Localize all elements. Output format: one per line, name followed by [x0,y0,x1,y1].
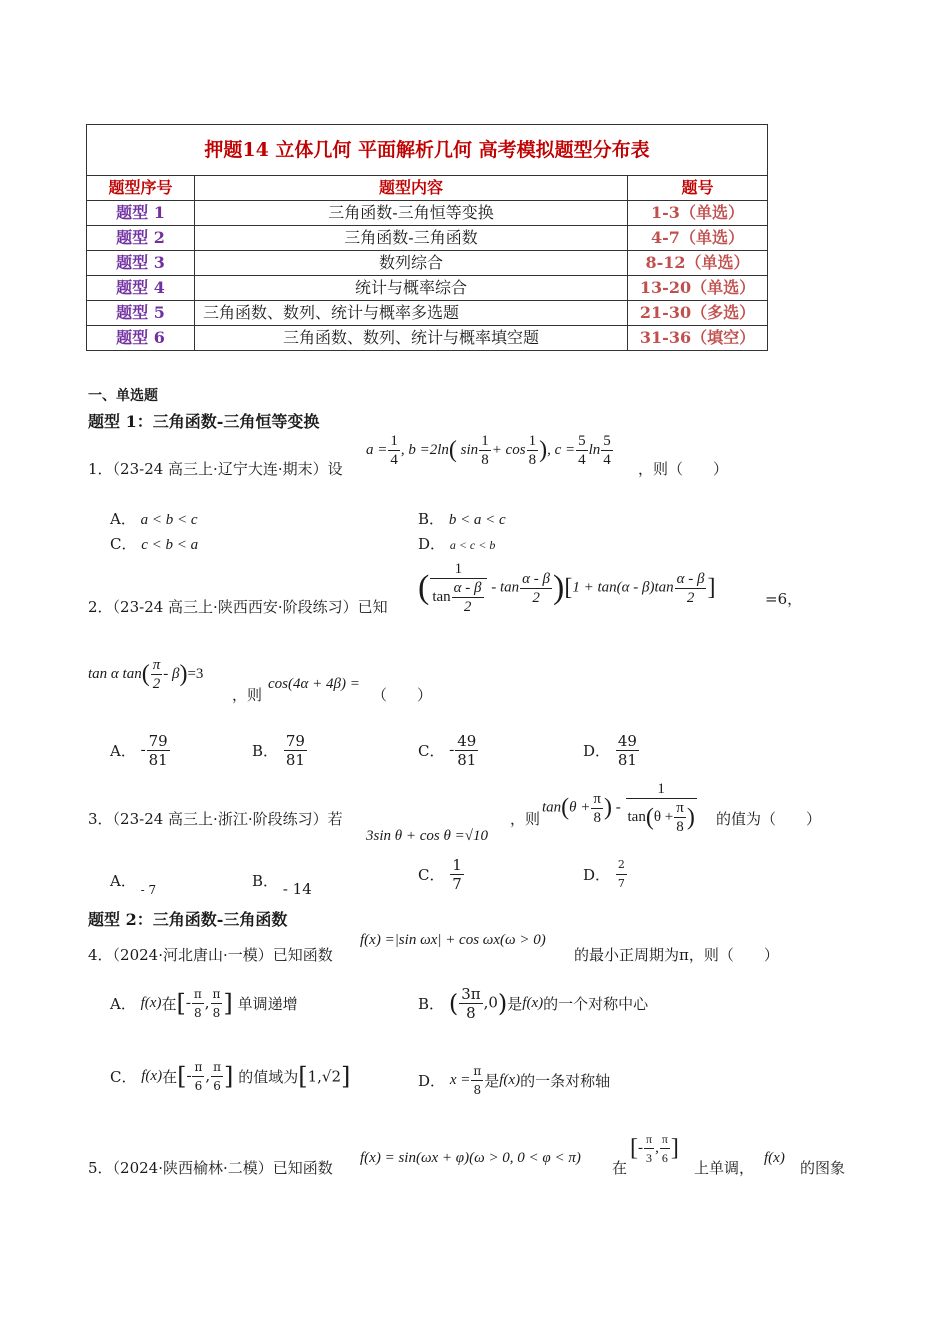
q4-stem [88,944,333,965]
q1-source: （23-24 高三上·辽宁大连·期末）设 [112,460,343,478]
row-type: 题型 6 [87,326,195,351]
row-range: 21-30（多选） [628,301,768,326]
q3-formula-2: tan(θ + $\frac{\pi}{8}$ ) - 1 tan(θ + $\frac{\pi}{8}$ ) [542,781,695,835]
q1-option-c: C． c < b < a [110,535,199,553]
q1-option-d: D． a < c < b [418,535,496,553]
q2-option-c: C． - $\frac{49}{81}$ [418,732,477,769]
q5-formula: f(x) = sin(ωx + φ)(ω > 0, 0 < φ < π) [360,1150,581,1166]
q3-option-d: D． $\frac{2}{7}$ [583,858,625,890]
row-range: 1-3（单选） [628,201,768,226]
row-range: 8-12（单选） [628,251,768,276]
q4-source: （2024·河北唐山·一模）已知函数 [112,946,333,964]
table-row [87,226,768,251]
row-content: 三角函数、数列、统计与概率填空题 [195,326,628,351]
table-row [87,326,768,351]
q3-option-c: C． $\frac{1}{7}$ [418,856,462,893]
q5-source: （2024·陕西榆林·二模）已知函数 [112,1159,333,1177]
q1-option-b: B． b < a < c [418,510,506,528]
q2-option-a: A． - $\frac{79}{81}$ [110,732,168,769]
q3-option-b: B． - 14 [252,872,312,898]
q4-option-d: D． x = $\frac{\pi}{8}$ 是f(x)的一条对称轴 [418,1064,611,1097]
table-row [87,201,768,226]
row-content: 三角函数-三角恒等变换 [195,201,628,226]
row-range: 4-7（单选） [628,226,768,251]
q5-in: 在 [612,1159,628,1177]
q1-option-a: A． a < b < c [110,510,198,528]
q3-tail: 的值为（ ） [716,810,822,828]
table-row [87,251,768,276]
row-content: 数列综合 [195,251,628,276]
q2-option-d: D． $\frac{49}{81}$ [583,732,637,769]
q2-formula-1: ( 1 tan $\frac{\alpha - \beta}{2}$ - tan $\frac{\alpha - \beta}{2}$ )[1 + tan(α - β)tan $\frac{\alpha - \beta}{2}$ ] [418,561,716,615]
q2-formula-2: tan α tan( $\frac{\pi}{2}$ - β)=3 [88,657,204,692]
q5-tail: 的图象 [800,1159,846,1177]
q3-number: 3． [88,810,113,828]
header-type: 题型序号 [87,176,195,201]
row-content: 三角函数、数列、统计与概率多选题 [195,301,628,326]
q3-mid: ，则 [510,810,541,828]
q2-stem [88,596,388,617]
type2-heading: 题型 2：三角函数-三角函数 [88,910,288,929]
summary-table [86,124,768,351]
q3-stem [88,808,343,829]
q3-option-a: A． $_{- 7}$ [110,872,157,897]
row-range: 31-36（填空） [628,326,768,351]
q2-source: （23-24 高三上·陕西西安·阶段练习）已知 [112,598,388,616]
q4-formula: f(x) =|sin ωx| + cos ωx(ω > 0) [360,932,546,948]
q4-tail: 的最小正周期为π，则（ ） [574,946,779,964]
row-type: 题型 4 [87,276,195,301]
q3-formula-1: 3sin θ + cos θ =√10 [366,828,488,844]
row-type: 题型 1 [87,201,195,226]
q1-tail: ，则（ ） [638,460,729,478]
q2-option-b: B． $\frac{79}{81}$ [252,732,305,769]
row-type: 题型 5 [87,301,195,326]
q5-stem [88,1157,333,1178]
row-content: 统计与概率综合 [195,276,628,301]
row-content: 三角函数-三角函数 [195,226,628,251]
q3-source: （23-24 高三上·浙江·阶段练习）若 [112,810,343,828]
q4-number: 4． [88,946,113,964]
table-row [87,276,768,301]
q4-option-c: C． f(x)在[- $\frac{\pi}{6}$ , $\frac{\pi}{6}$ ] 的值域为[1,√2] [110,1060,351,1093]
type1-heading: 题型 1：三角函数-三角恒等变换 [88,412,320,431]
q1-number: 1． [88,460,113,478]
header-content: 题型内容 [195,176,628,201]
section-heading: 一、单选题 [88,388,158,404]
header-range: 题号 [628,176,768,201]
row-range: 13-20（单选） [628,276,768,301]
q2-tail: （ ） [372,686,433,704]
table-row [87,301,768,326]
q2-eq6: =6， [765,590,803,608]
q2-formula-3: cos(4α + 4β) = [268,676,360,692]
q1-formula: a = $\frac{1}{4}$ , b =2ln( sin $\frac{1}{8}$ + cos $\frac{1}{8}$ ), c = $\frac{5}{4}$ ln $\frac{5}{4}$ [366,433,611,468]
q4-option-b: B． ( $\frac{3\pi}{8}$ ,0)是f(x)的一个对称中心 [418,985,649,1022]
q5-interval: [- $\frac{\pi}{3}$ , $\frac{\pi}{6}$ ] [630,1132,679,1165]
q5-fx: f(x) [764,1150,785,1166]
q4-option-a: A． f(x)在[- $\frac{\pi}{8}$ , $\frac{\pi}{8}$ ] 单调递增 [110,987,298,1020]
q2-number: 2． [88,598,113,616]
row-type: 题型 3 [87,251,195,276]
q5-number: 5． [88,1159,113,1177]
q1-stem [88,458,343,479]
row-type: 题型 2 [87,226,195,251]
table-title: 押题14 立体几何 平面解析几何 高考模拟题型分布表 [87,125,768,176]
q2-then: ，则 [232,686,263,704]
q5-mid: 上单调， [694,1159,755,1177]
